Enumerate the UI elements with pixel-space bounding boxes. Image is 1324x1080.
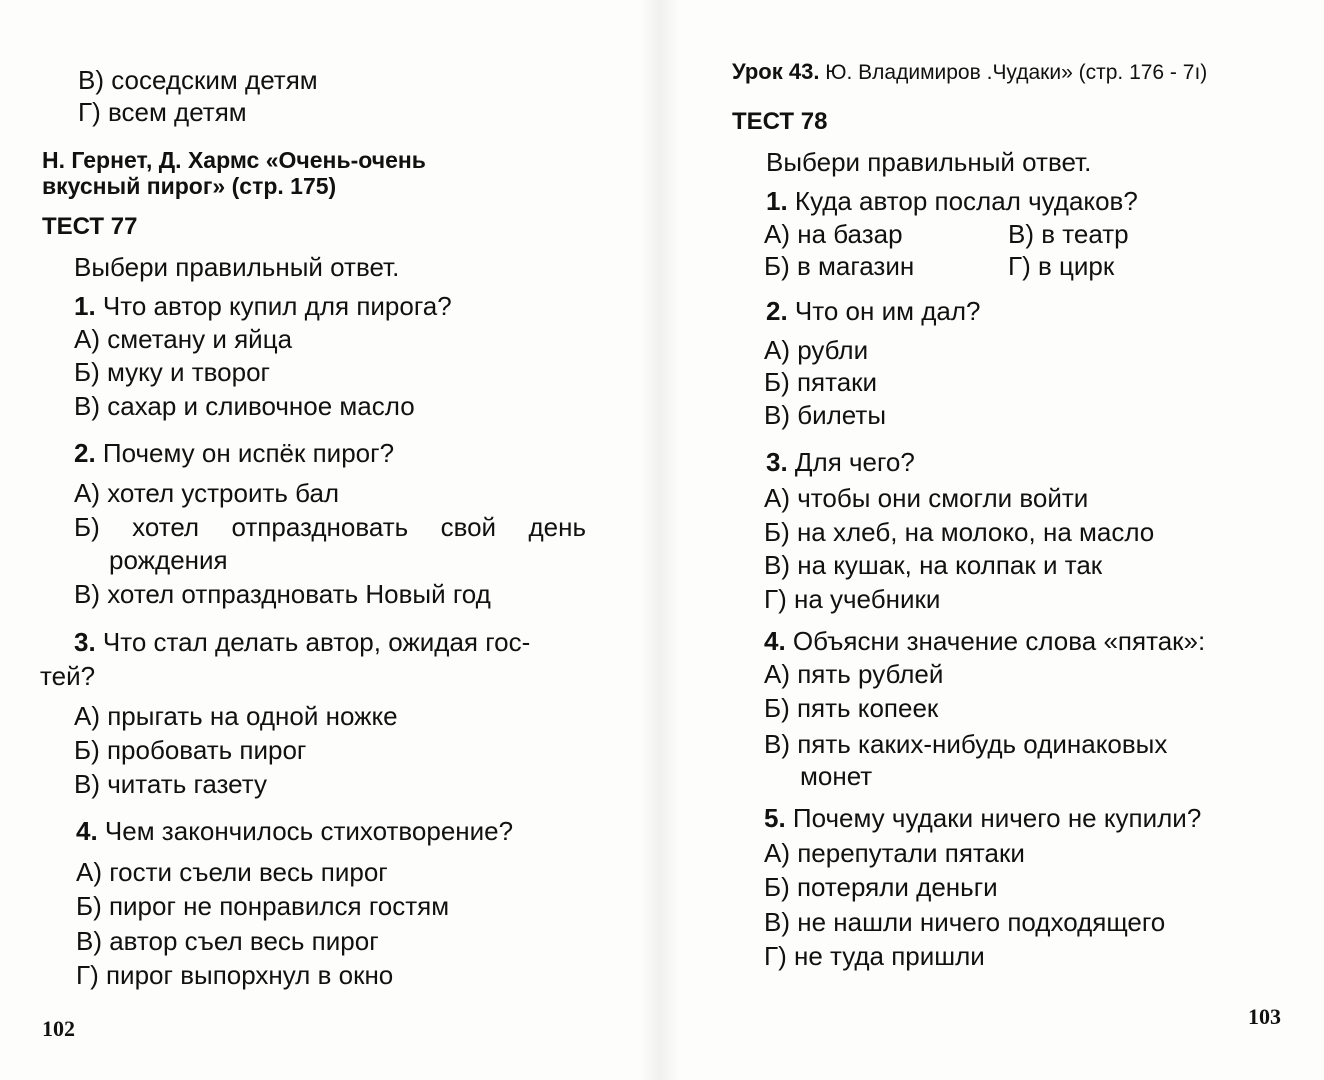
test-title: ТЕСТ 77 xyxy=(42,213,138,240)
answer-option: А) перепутали пятаки xyxy=(764,838,1025,868)
answer-option: В) билеты xyxy=(764,400,887,430)
question-number: 2. xyxy=(766,296,788,326)
answer-option: А) рубли xyxy=(764,335,869,365)
question-number: 1. xyxy=(74,291,96,321)
lesson-title: Ю. Владимиров .Чудаки» (стр. 176 - 7ı) xyxy=(825,61,1208,84)
answer-option: В) на кушак, на колпак и так xyxy=(764,550,1103,580)
question xyxy=(74,290,452,322)
lesson-header xyxy=(732,58,1207,87)
question-number: 5. xyxy=(764,803,786,833)
page-number: 102 xyxy=(42,1016,75,1041)
question-text: Чем закончилось стихотворение? xyxy=(104,816,514,846)
section-title: Н. Гернет, Д. Хармс «Очень-очень xyxy=(42,147,426,173)
question xyxy=(74,626,530,658)
answer-option: Б) хотел отпраздновать свой день xyxy=(74,512,586,542)
question-text: Что он им дал? xyxy=(794,296,981,326)
answer-option: В) не нашли ничего подходящего xyxy=(764,907,1166,937)
answer-option-continuation: монет xyxy=(800,761,873,791)
answer-option: Г) не туда пришли xyxy=(764,941,985,971)
answer-option: А) прыгать на одной ножке xyxy=(74,701,398,731)
question-text: Что стал делать автор, ожидая гос- xyxy=(102,627,531,657)
question xyxy=(74,437,394,469)
question-number: 1. xyxy=(766,186,788,216)
question-continuation: тей? xyxy=(40,661,96,691)
page-number: 103 xyxy=(1248,1004,1281,1029)
question-text: Куда автор послал чудаков? xyxy=(794,186,1138,216)
answer-option: А) на базар xyxy=(764,219,903,249)
question-text: Почему чудаки ничего не купили? xyxy=(792,803,1202,833)
test-title: ТЕСТ 78 xyxy=(732,108,828,135)
left-page xyxy=(0,0,650,1080)
question-number: 4. xyxy=(764,626,786,656)
answer-option: В) хотел отпраздновать Новый год xyxy=(74,579,491,609)
answer-option: А) чтобы они смогли войти xyxy=(764,483,1089,513)
answer-option: Б) пятаки xyxy=(764,367,878,397)
prev-option: Г) всем детям xyxy=(78,97,247,127)
question xyxy=(764,802,1201,834)
answer-option: Б) муку и творог xyxy=(74,357,271,387)
instruction: Выбери правильный ответ. xyxy=(766,147,1092,177)
instruction: Выбери правильный ответ. xyxy=(74,252,400,282)
answer-option: Б) в магазин xyxy=(764,251,915,281)
prev-option: В) соседским детям xyxy=(78,65,318,95)
answer-option: А) хотел устроить бал xyxy=(74,478,340,508)
answer-option: А) пять рублей xyxy=(764,659,944,689)
answer-option: В) автор съел весь пирог xyxy=(76,926,379,956)
answer-option: В) пять каких-нибудь одинаковых xyxy=(764,729,1168,759)
answer-option: А) гости съели весь пирог xyxy=(76,857,388,887)
question-text: Для чего? xyxy=(794,447,915,477)
answer-option: Б) на хлеб, на молоко, на масло xyxy=(764,517,1155,547)
question-number: 3. xyxy=(74,627,96,657)
section-title: вкусный пирог» (стр. 175) xyxy=(42,173,337,199)
question xyxy=(766,295,980,327)
answer-option: Б) пробовать пирог xyxy=(74,735,307,765)
answer-option: В) сахар и сливочное масло xyxy=(74,391,415,421)
question-text: Объясни значение слова «пятак»: xyxy=(792,626,1206,656)
answer-option: В) читать газету xyxy=(74,769,267,799)
question-number: 4. xyxy=(76,816,98,846)
question-number: 2. xyxy=(74,438,96,468)
right-page xyxy=(650,0,1324,1080)
answer-option: Б) пирог не понравился гостям xyxy=(76,891,450,921)
answer-option: А) сметану и яйца xyxy=(74,324,293,354)
question-text: Почему он испёк пирог? xyxy=(102,438,395,468)
question xyxy=(764,625,1205,657)
answer-option: Б) пять копеек xyxy=(764,693,939,723)
question xyxy=(766,185,1138,217)
answer-option: Г) в цирк xyxy=(1008,251,1115,281)
answer-option: Г) на учебники xyxy=(764,584,941,614)
answer-option-continuation: рождения xyxy=(109,545,228,575)
question-number: 3. xyxy=(766,447,788,477)
question xyxy=(76,815,513,847)
question xyxy=(766,446,915,478)
answer-option: Г) пирог выпорхнул в окно xyxy=(76,960,394,990)
lesson-label: Урок 43. xyxy=(732,59,820,84)
answer-option: Б) потеряли деньги xyxy=(764,872,998,902)
question-text: Что автор купил для пирога? xyxy=(102,291,452,321)
answer-option: В) в театр xyxy=(1008,219,1129,249)
